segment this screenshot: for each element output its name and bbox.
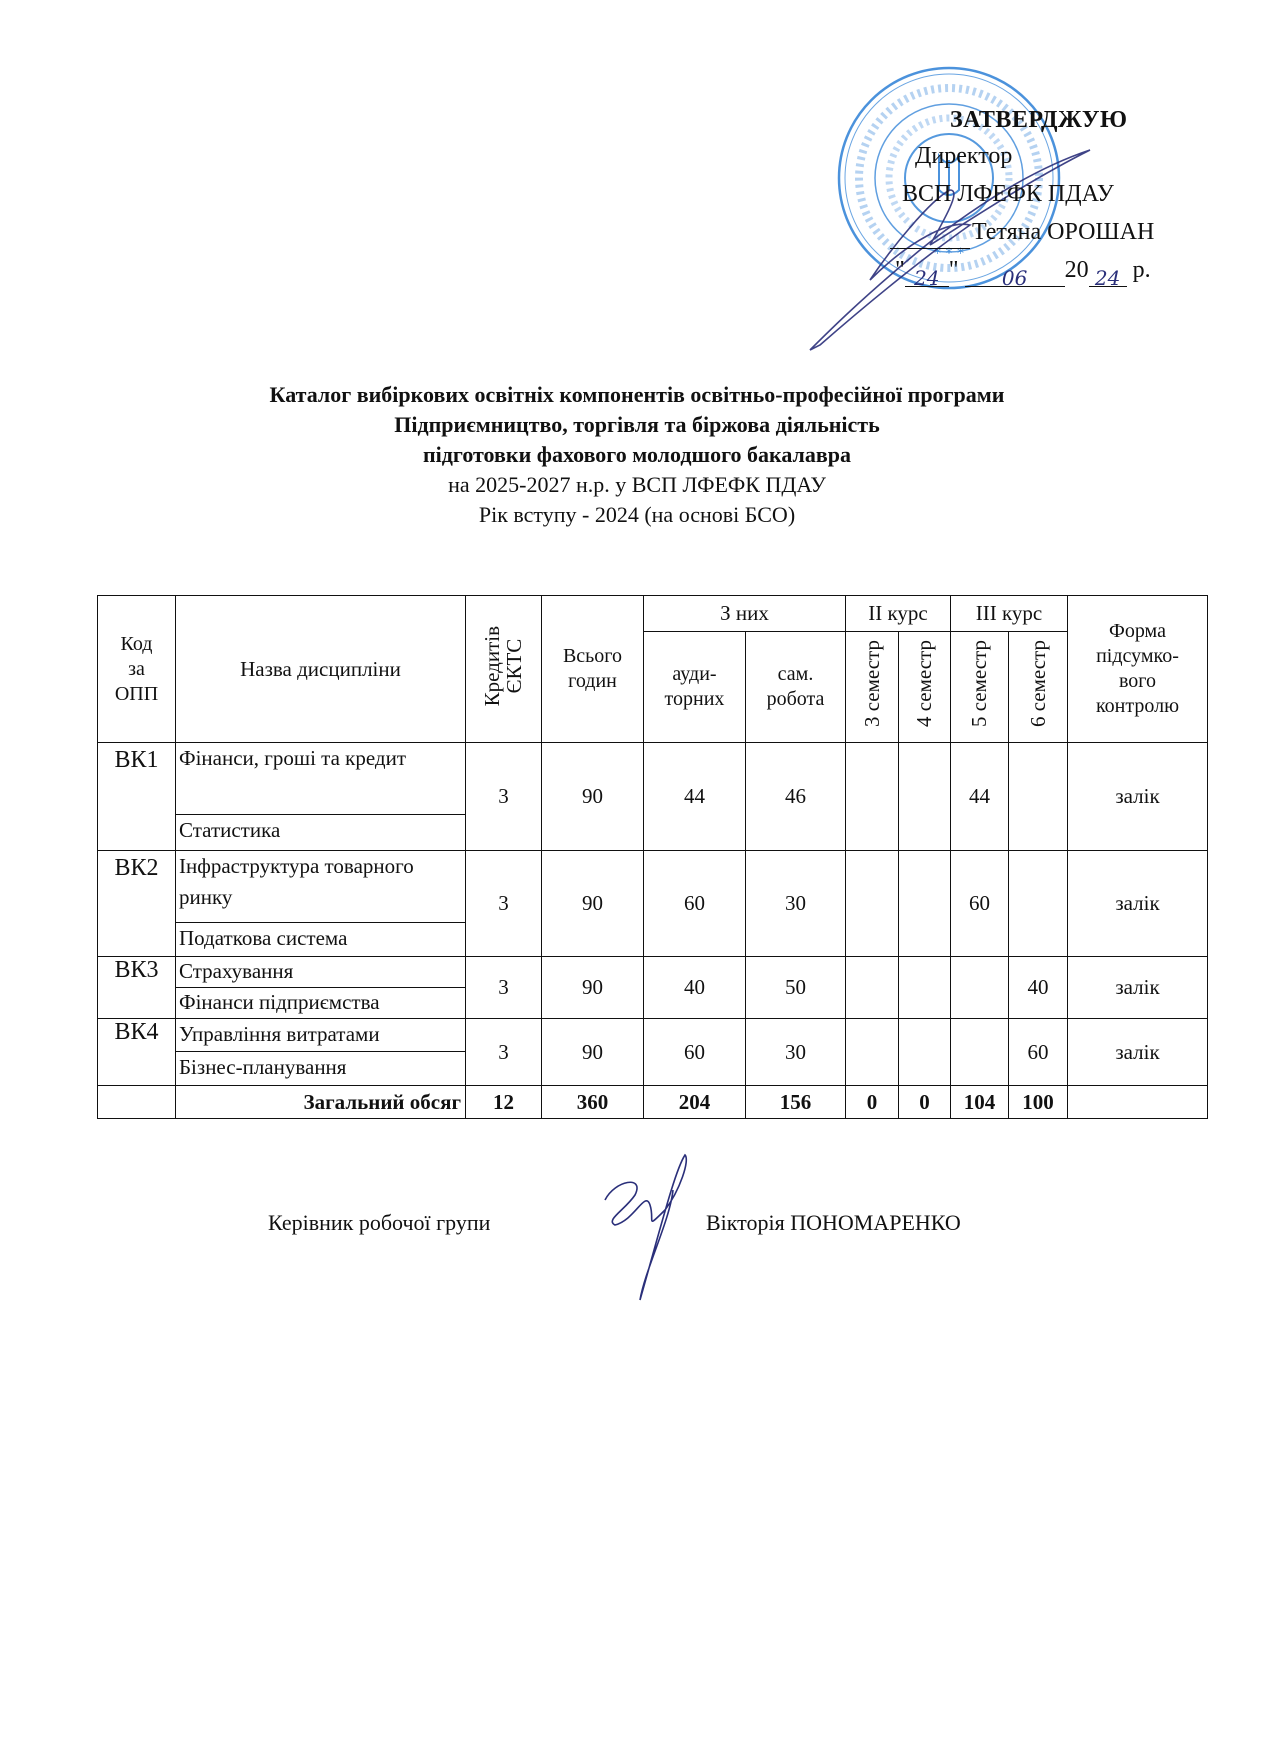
row-code: ВК1 <box>98 743 176 851</box>
totals-hours: 360 <box>542 1086 644 1119</box>
totals-semester-6: 100 <box>1009 1086 1068 1119</box>
approval-date <box>895 254 1151 290</box>
semester-5-cell: 44 <box>951 743 1009 851</box>
heading-line-2: Підприємництво, торгівля та біржова діяльність <box>394 412 880 437</box>
approval-title: ЗАТВЕРДЖУЮ <box>950 107 1128 133</box>
lead-signature-icon <box>585 1150 705 1310</box>
document-heading <box>0 380 1274 530</box>
semester-4-cell <box>899 1019 951 1086</box>
totals-label: Загальний обсяг <box>176 1086 466 1119</box>
auditory-cell: 60 <box>644 851 746 957</box>
subject-option-a: Управління витратами <box>176 1019 466 1052</box>
row-code: ВК4 <box>98 1019 176 1086</box>
totals-code-cell <box>98 1086 176 1119</box>
totals-semester-4: 0 <box>899 1086 951 1119</box>
header-of-them: З них <box>644 596 846 632</box>
semester-4-cell <box>899 851 951 957</box>
working-group-lead-name: Вікторія ПОНОМАРЕНКО <box>706 1210 961 1235</box>
table-row <box>98 957 1208 988</box>
total-hours-cell: 90 <box>542 743 644 851</box>
semester-6-cell <box>1009 743 1068 851</box>
heading-line-4: на 2025-2027 н.р. у ВСП ЛФЕФК ПДАУ <box>448 472 826 497</box>
total-hours-cell: 90 <box>542 1019 644 1086</box>
date-quote-close: " <box>948 257 959 283</box>
totals-auditory: 204 <box>644 1086 746 1119</box>
semester-6-cell <box>1009 851 1068 957</box>
header-total-hours: Всього годин <box>542 596 644 743</box>
heading-line-5: Рік вступу - 2024 (на основі БСО) <box>478 502 796 527</box>
header-auditory: ауди- торних <box>644 632 746 743</box>
totals-credits: 12 <box>466 1086 542 1119</box>
credits-cell: 3 <box>466 957 542 1019</box>
credits-cell: 3 <box>466 743 542 851</box>
date-quote-open: " <box>895 257 905 283</box>
row-code: ВК3 <box>98 957 176 1019</box>
semester-3-cell <box>846 851 899 957</box>
semester-4-cell <box>899 743 951 851</box>
date-year-suffix: 24 <box>1094 266 1121 290</box>
totals-form <box>1068 1086 1208 1119</box>
table-row <box>98 743 1208 815</box>
header-course-2: ІІ курс <box>846 596 951 632</box>
approver-name: Тетяна ОРОШАН <box>972 219 1155 245</box>
approver-organization: ВСП ЛФЕФК ПДАУ <box>902 181 1114 207</box>
date-day: 24 <box>914 266 940 290</box>
totals-row <box>98 1086 1208 1119</box>
date-year-prefix: 20 <box>1064 257 1089 283</box>
date-month: 06 <box>1001 266 1028 290</box>
signature-line <box>890 222 970 249</box>
auditory-cell: 60 <box>644 1019 746 1086</box>
semester-5-cell: 60 <box>951 851 1009 957</box>
svg-text:* * *: * * * <box>934 246 964 262</box>
subject-option-a: Фінанси, гроші та кредит <box>176 743 466 815</box>
semester-3-cell <box>846 1019 899 1086</box>
header-course-3: ІІІ курс <box>951 596 1068 632</box>
elective-catalog-table <box>97 595 1208 1119</box>
credits-cell: 3 <box>466 851 542 957</box>
total-hours-cell: 90 <box>542 851 644 957</box>
totals-semester-3: 0 <box>846 1086 899 1119</box>
header-semester-4: 4 семестр <box>899 632 951 743</box>
header-self-study: сам. робота <box>746 632 846 743</box>
header-subject-name: Назва дисципліни <box>176 596 466 743</box>
auditory-cell: 44 <box>644 743 746 851</box>
row-code: ВК2 <box>98 851 176 957</box>
credits-cell: 3 <box>466 1019 542 1086</box>
heading-line-3: підготовки фахового молодшого бакалавра <box>422 442 852 467</box>
semester-5-cell <box>951 957 1009 1019</box>
semester-3-cell <box>846 957 899 1019</box>
totals-self-study: 156 <box>746 1086 846 1119</box>
subject-option-b: Податкова система <box>176 923 466 957</box>
subject-option-a: Інфраструктура товарного ринку <box>176 851 466 923</box>
header-semester-6: 6 семестр <box>1009 632 1068 743</box>
header-credits: Кредитів ЄКТС <box>466 596 542 743</box>
semester-4-cell <box>899 957 951 1019</box>
control-form-cell: залік <box>1068 1019 1208 1086</box>
subject-option-b: Фінанси підприємства <box>176 988 466 1019</box>
control-form-cell: залік <box>1068 743 1208 851</box>
total-hours-cell: 90 <box>542 957 644 1019</box>
approver-position: Директор <box>915 143 1013 169</box>
date-suffix: р. <box>1126 257 1151 283</box>
heading-line-1: Каталог вибіркових освітніх компонентів освітньо-професійної програми <box>269 382 1005 407</box>
self-study-cell: 30 <box>746 1019 846 1086</box>
working-group-lead-label: Керівник робочої групи <box>268 1210 491 1235</box>
self-study-cell: 30 <box>746 851 846 957</box>
self-study-cell: 46 <box>746 743 846 851</box>
semester-6-cell: 40 <box>1009 957 1068 1019</box>
auditory-cell: 40 <box>644 957 746 1019</box>
header-semester-3: 3 семестр <box>846 632 899 743</box>
control-form-cell: залік <box>1068 957 1208 1019</box>
subject-option-b: Бізнес-планування <box>176 1052 466 1086</box>
semester-6-cell: 60 <box>1009 1019 1068 1086</box>
table-row <box>98 1019 1208 1052</box>
table-row <box>98 851 1208 923</box>
header-code: Код за ОПП <box>98 596 176 743</box>
header-semester-5: 5 семестр <box>951 632 1009 743</box>
header-control-form: Форма підсумко- вого контролю <box>1068 596 1208 743</box>
semester-5-cell <box>951 1019 1009 1086</box>
totals-semester-5: 104 <box>951 1086 1009 1119</box>
control-form-cell: залік <box>1068 851 1208 957</box>
subject-option-a: Страхування <box>176 957 466 988</box>
subject-option-b: Статистика <box>176 815 466 851</box>
semester-3-cell <box>846 743 899 851</box>
self-study-cell: 50 <box>746 957 846 1019</box>
approver-name-line <box>890 216 1154 249</box>
